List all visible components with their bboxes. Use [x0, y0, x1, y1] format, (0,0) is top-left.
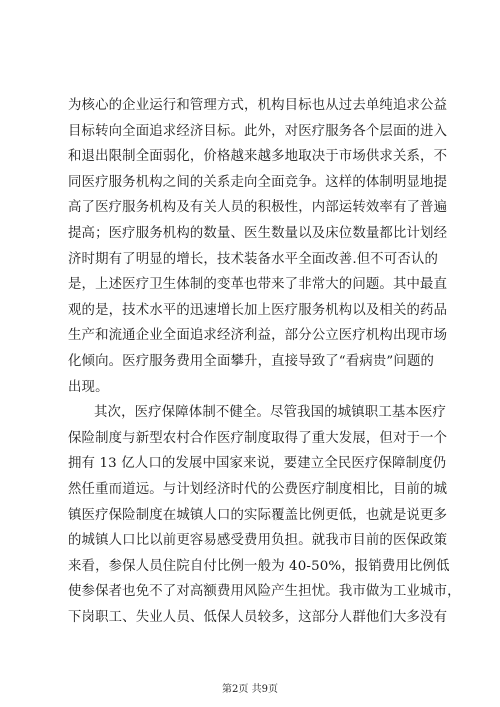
text-line: 为核心的企业运行和管理方式，机构目标也从过去单纯追求公益 [68, 98, 448, 113]
text-line: 济时期有了明显的增长，技术装备水平全面改善.但不可否认的 [68, 251, 439, 267]
text-line: 拥有 13 亿人口的发展中国家来说，要建立全民医疗保障制度仍 [68, 456, 447, 472]
text-line: 是，上述医疗卫生体制的变革也带来了非常大的问题。其中最直 [68, 277, 448, 293]
text-line: 的城镇人口比以前更容易感受费用负担。就我市目前的医保政策 [68, 533, 448, 549]
page-number-footer: 第2页 共9页 [222, 684, 278, 695]
text-line: 观的是，技术水平的迅速增长加上医疗服务机构以及相关的药品 [68, 302, 448, 318]
text-line: 提高；医疗服务机构的数量、医生数量以及床位数量都比计划经 [68, 225, 448, 241]
text-line: 镇医疗保险制度在城镇人口的实际覆盖比例更低，也就是说更多 [68, 507, 448, 523]
text-line: 来看，参保人员住院自付比例一般为 40-50%，报销费用比例低 [68, 558, 450, 574]
text-line: 和退出限制全面弱化，价格越来越多地取决于市场供求关系，不 [68, 149, 448, 165]
text-line: 然任重而道远。与计划经济时代的公费医疗制度相比，目前的城 [68, 481, 448, 497]
text-line: 同医疗服务机构之间的关系走向全面竞争。这样的体制明显地提 [68, 174, 448, 190]
text-line: 高了医疗服务机构及有关人员的积极性，内部运转效率有了普遍 [68, 200, 448, 216]
text-line: 目标转向全面追求经济目标。此外，对医疗服务各个层面的进入 [68, 123, 448, 139]
text-line: 保险制度与新型农村合作医疗制度取得了重大发展，但对于一个 [68, 430, 448, 446]
paragraph-start-line: 其次，医疗保障体制不健全。尽管我国的城镇职工基本医疗 [94, 405, 447, 421]
text-line: 下岗职工、失业人员、低保人员较多，这部分人群他们大多没有 [68, 609, 448, 625]
text-line: 出现。 [68, 379, 109, 395]
text-line: 生产和流通企业全面追求经济利益，部分公立医疗机构出现市场 [68, 328, 448, 344]
text-line: 化倾向。医疗服务费用全面攀升，直接导致了“看病贵”问题的 [68, 353, 435, 369]
text-line: 使参保者也免不了对高额费用风险产生担忧。我市做为工业城市， [68, 584, 461, 600]
body-text [68, 93, 461, 630]
